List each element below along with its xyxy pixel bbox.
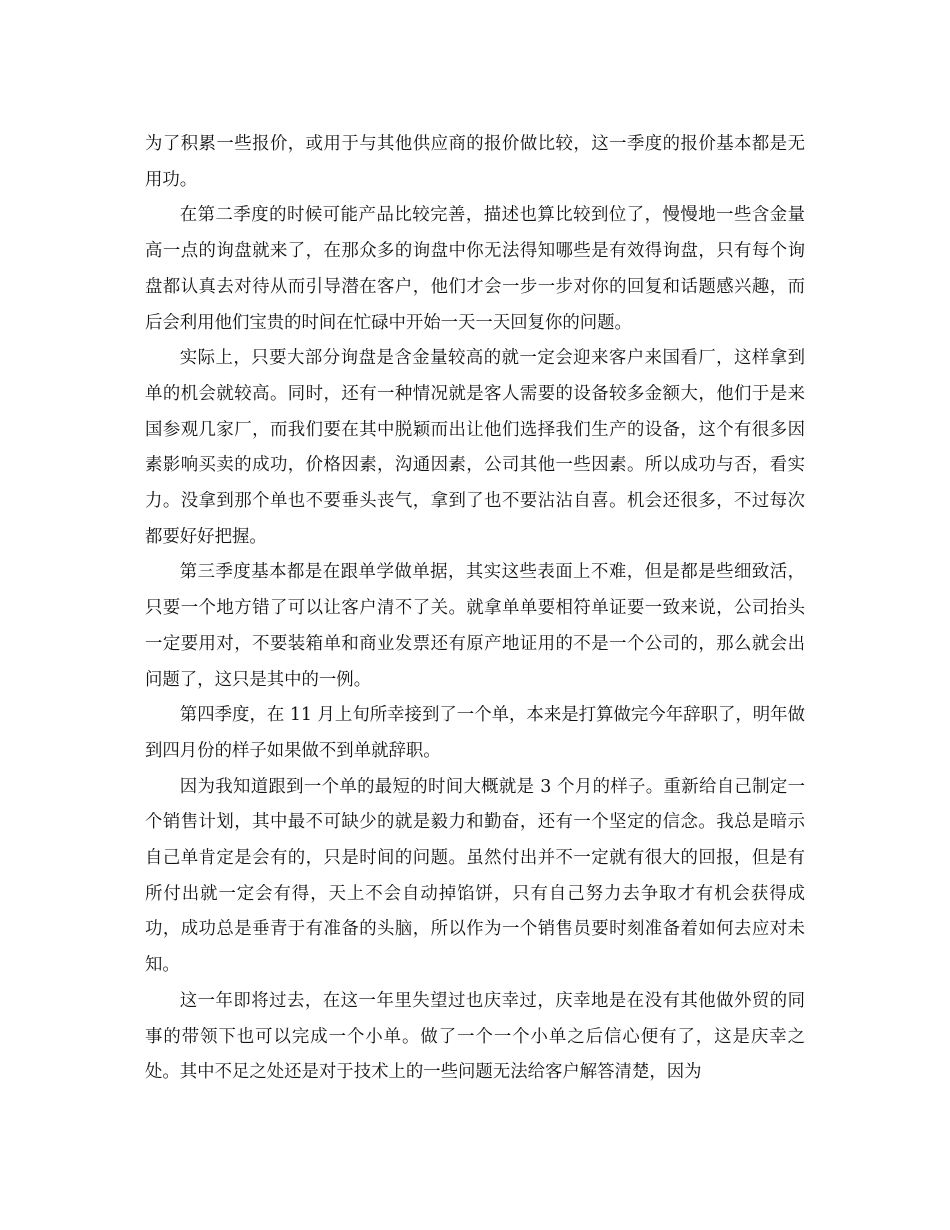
paragraph-3: 实际上，只要大部分询盘是含金量较高的就一定会迎来客户来国看厂，这样拿到单的机会就较高。同时，还有一种情况就是客人需要的设备较多金额大，他们于是来国参观几家厂，而我们要在其中脱颖而出让他们选择我们生产的设备，这个有很多因素影响买卖的成功，价格因素，沟通因素，公司其他一些因素。所以成功与否，看实力。没拿到那个单也不要垂头丧气，拿到了也不要沾沾自喜。机会还很多，不过每次都要好好把握。	[145, 348, 805, 547]
paragraph-5: 第四季度，在 11 月上旬所幸接到了一个单，本来是打算做完今年辞职了，明年做到四月份的样子如果做不到单就辞职。	[145, 705, 805, 761]
paragraph-6: 因为我知道跟到一个单的最短的时间大概就是 3 个月的样子。重新给自己制定一个销售计划，其中最不可缺少的就是毅力和勤奋，还有一个坚定的信念。我总是暗示自己单肯定是会有的，只是时间的问题。虽然付出并不一定就有很大的回报，但是有所付出就一定会有得，天上不会自动掉馅饼，只有自己努力去争取才有机会获得成功，成功总是垂青于有准备的头脑，所以作为一个销售员要时刻准备着如何去应对未知。	[145, 776, 805, 976]
paragraph-7: 这一年即将过去，在这一年里失望过也庆幸过，庆幸地是在没有其他做外贸的同事的带领下也可以完成一个小单。做了一个一个小单之后信心便有了，这是庆幸之处。其中不足之处还是对于技术上的一些问题无法给客户解答清楚，因为	[145, 990, 805, 1083]
paragraph-1: 为了积累一些报价，或用于与其他供应商的报价做比较，这一季度的报价基本都是无用功。	[145, 134, 805, 190]
paragraph-4: 第三季度基本都是在跟单学做单据，其实这些表面上不难，但是都是些细致活，只要一个地方错了可以让客户清不了关。就拿单单要相符单证要一致来说，公司抬头一定要用对，不要装箱单和商业发票还有原产地证用的不是一个公司的，那么就会出问题了，这只是其中的一例。	[145, 562, 805, 690]
paragraph-2: 在第二季度的时候可能产品比较完善，描述也算比较到位了，慢慢地一些含金量高一点的询盘就来了，在那众多的询盘中你无法得知哪些是有效得询盘，只有每个询盘都认真去对待从而引导潜在客户，他们才会一步一步对你的回复和话题感兴趣，而后会利用他们宝贵的时间在忙碌中开始一天一天回复你的问题。	[145, 205, 805, 333]
document-body	[145, 127, 805, 1091]
